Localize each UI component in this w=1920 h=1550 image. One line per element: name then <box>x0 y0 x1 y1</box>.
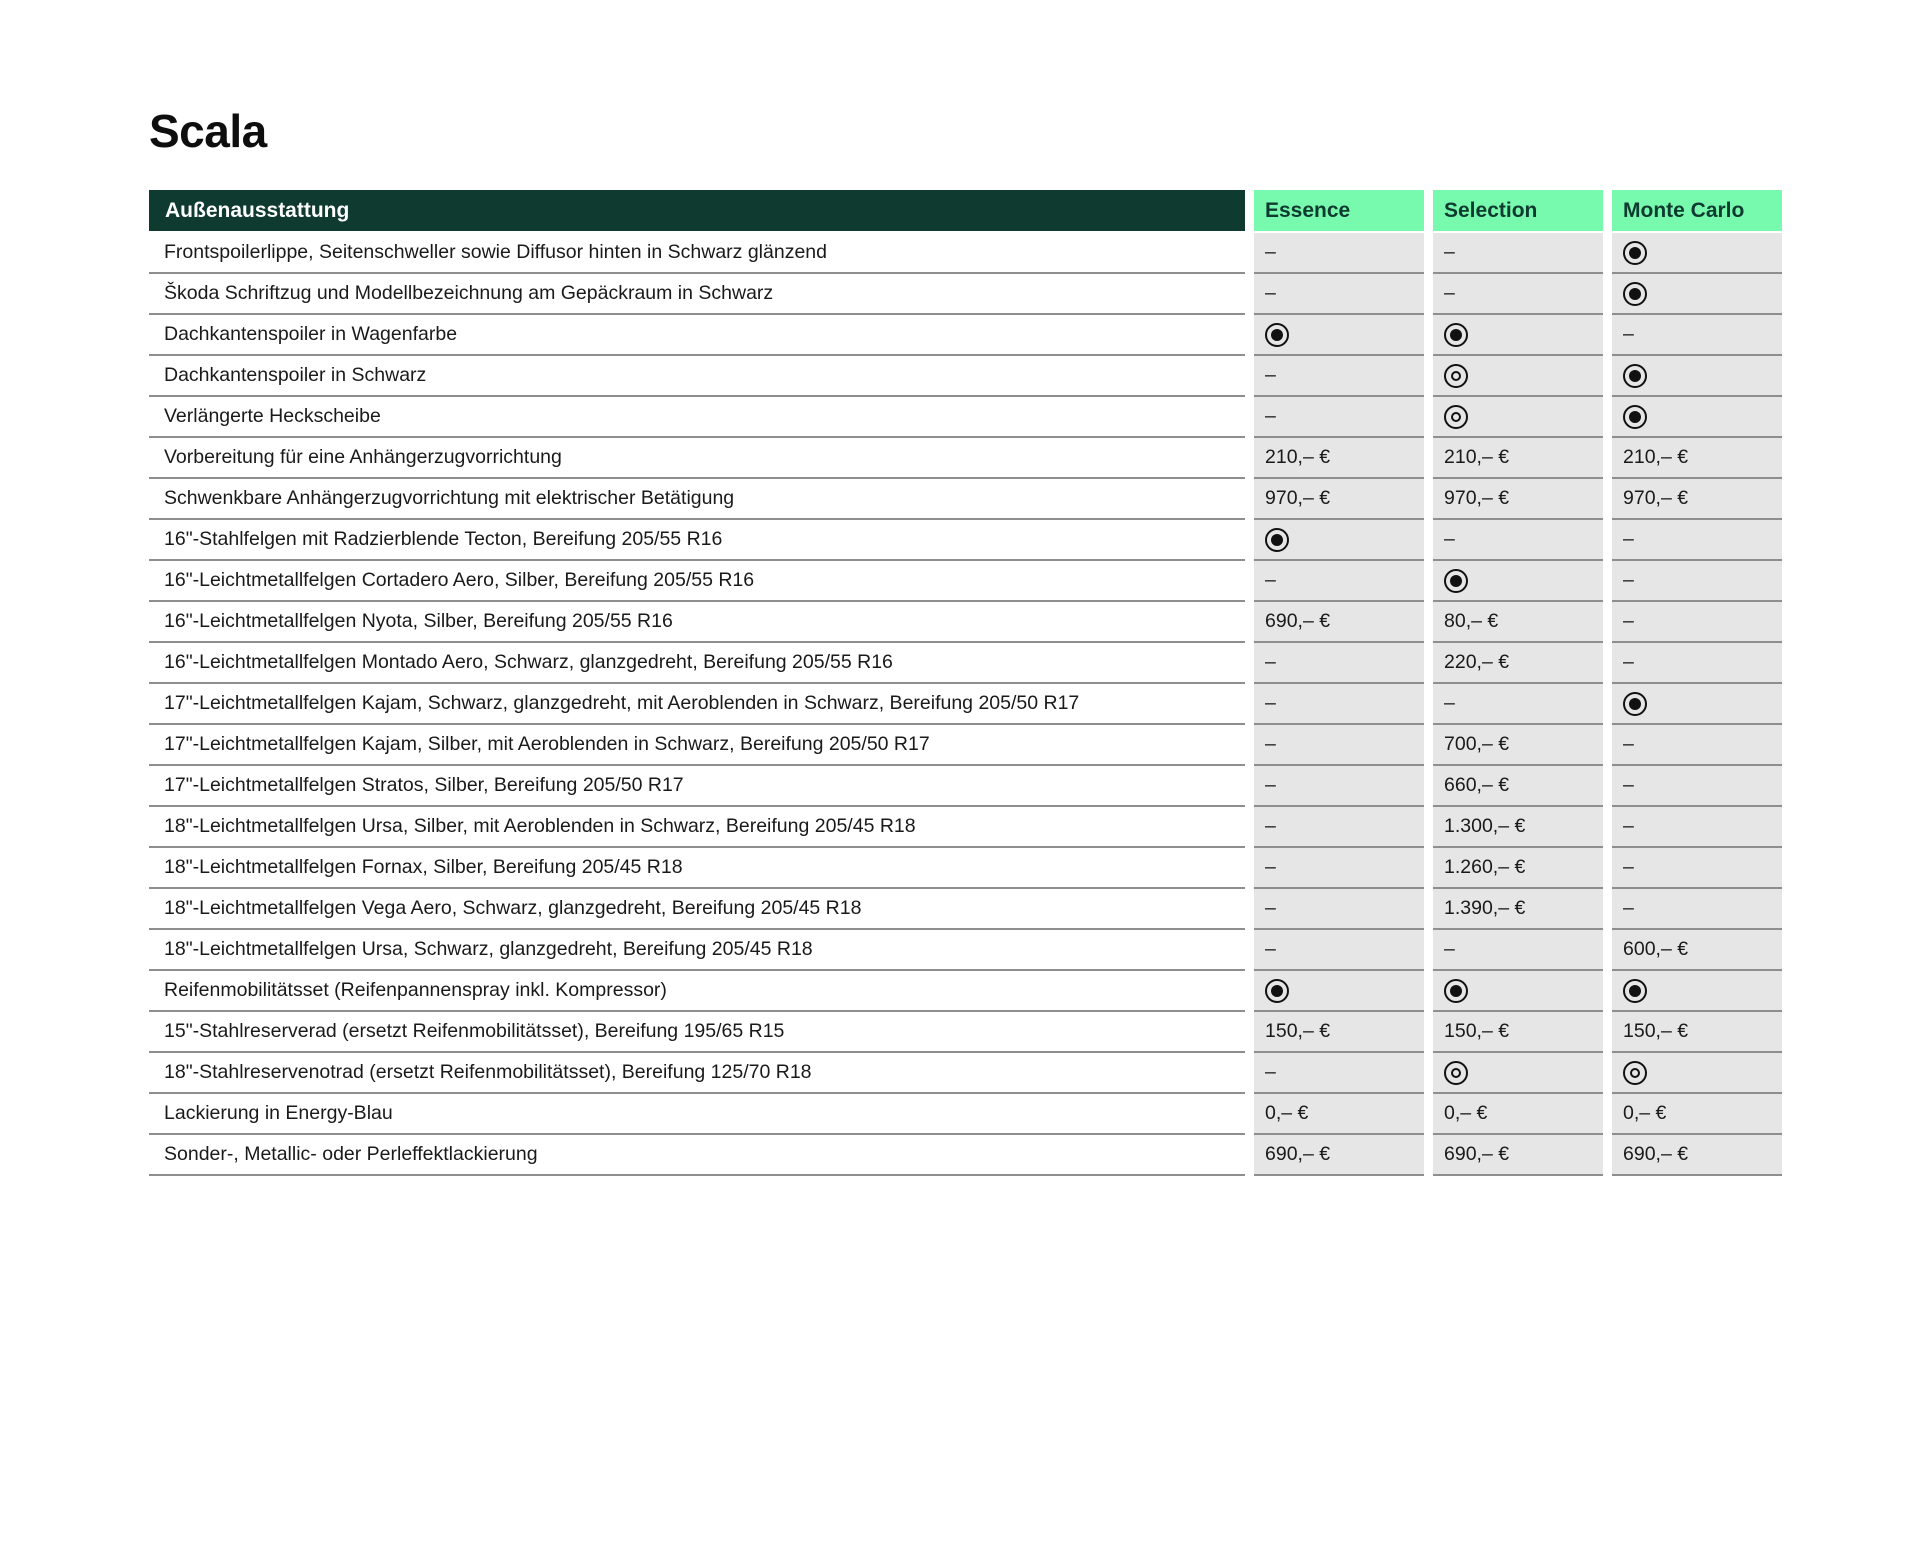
value-cell-monte-carlo <box>1612 1053 1782 1094</box>
value-text: 690,– € <box>1623 1143 1689 1165</box>
value-cell-essence <box>1254 438 1424 479</box>
feature-label: 18"-Leichtmetallfelgen Ursa, Silber, mit Aeroblenden in Schwarz, Bereifung 205/45 R18 <box>149 807 1245 848</box>
value-text: – <box>1444 692 1455 714</box>
value-cell-selection <box>1433 766 1603 807</box>
value-cell-essence <box>1254 356 1424 397</box>
table-row <box>149 438 1785 479</box>
table-row <box>149 1094 1785 1135</box>
value-cell-monte-carlo <box>1612 438 1782 479</box>
section-header: Außenausstattung <box>149 190 1245 231</box>
value-text: 690,– € <box>1265 1143 1331 1165</box>
value-text: 970,– € <box>1265 487 1331 509</box>
value-cell-monte-carlo <box>1612 684 1782 725</box>
value-text: 150,– € <box>1265 1020 1331 1042</box>
table-row <box>149 889 1785 930</box>
value-cell-monte-carlo <box>1612 848 1782 889</box>
page-title: Scala <box>149 105 267 157</box>
value-text: 700,– € <box>1444 733 1510 755</box>
value-text: – <box>1265 692 1276 714</box>
value-text: 690,– € <box>1444 1143 1510 1165</box>
value-text: 220,– € <box>1444 651 1510 673</box>
value-cell-essence <box>1254 766 1424 807</box>
value-text: – <box>1265 364 1276 386</box>
value-cell-selection <box>1433 848 1603 889</box>
table-row <box>149 1053 1785 1094</box>
value-text: 150,– € <box>1623 1020 1689 1042</box>
feature-label: Dachkantenspoiler in Schwarz <box>149 356 1245 397</box>
value-cell-selection <box>1433 602 1603 643</box>
value-text: – <box>1265 938 1276 960</box>
value-text: 690,– € <box>1265 610 1331 632</box>
feature-label: Frontspoilerlippe, Seitenschweller sowie Diffusor hinten in Schwarz glänzend <box>149 233 1245 274</box>
feature-label: 17"-Leichtmetallfelgen Stratos, Silber, Bereifung 205/50 R17 <box>149 766 1245 807</box>
equipment-table <box>149 190 1785 1176</box>
value-cell-essence <box>1254 602 1424 643</box>
value-text: 600,– € <box>1623 938 1689 960</box>
value-cell-selection <box>1433 397 1603 438</box>
value-text: 0,– € <box>1265 1102 1309 1124</box>
value-cell-monte-carlo <box>1612 233 1782 274</box>
feature-label: 18"-Leichtmetallfelgen Vega Aero, Schwarz, glanzgedreht, Bereifung 205/45 R18 <box>149 889 1245 930</box>
table-header-row <box>149 190 1785 231</box>
value-text: 970,– € <box>1623 487 1689 509</box>
table-body <box>149 233 1785 1176</box>
value-cell-selection <box>1433 889 1603 930</box>
feature-label: Reifenmobilitätsset (Reifenpannenspray inkl. Kompressor) <box>149 971 1245 1012</box>
table-row <box>149 315 1785 356</box>
value-cell-essence <box>1254 1135 1424 1176</box>
value-cell-monte-carlo <box>1612 889 1782 930</box>
table-row <box>149 520 1785 561</box>
table-row <box>149 479 1785 520</box>
standard-equipment-icon <box>1623 979 1647 1003</box>
table-row <box>149 602 1785 643</box>
feature-label: Škoda Schriftzug und Modellbezeichnung am Gepäckraum in Schwarz <box>149 274 1245 315</box>
feature-label: 17"-Leichtmetallfelgen Kajam, Schwarz, glanzgedreht, mit Aeroblenden in Schwarz, Bereifung 205/50 R17 <box>149 684 1245 725</box>
value-cell-essence <box>1254 274 1424 315</box>
feature-label: 18"-Leichtmetallfelgen Ursa, Schwarz, glanzgedreht, Bereifung 205/45 R18 <box>149 930 1245 971</box>
value-text: 970,– € <box>1444 487 1510 509</box>
value-cell-essence <box>1254 725 1424 766</box>
value-cell-monte-carlo <box>1612 1094 1782 1135</box>
value-cell-monte-carlo <box>1612 1135 1782 1176</box>
standard-equipment-icon <box>1444 569 1468 593</box>
feature-label: Verlängerte Heckscheibe <box>149 397 1245 438</box>
feature-label: 16"-Leichtmetallfelgen Montado Aero, Schwarz, glanzgedreht, Bereifung 205/55 R16 <box>149 643 1245 684</box>
feature-label: 16"-Leichtmetallfelgen Cortadero Aero, Silber, Bereifung 205/55 R16 <box>149 561 1245 602</box>
value-cell-essence <box>1254 684 1424 725</box>
feature-label: Dachkantenspoiler in Wagenfarbe <box>149 315 1245 356</box>
value-text: 150,– € <box>1444 1020 1510 1042</box>
value-cell-selection <box>1433 520 1603 561</box>
standard-equipment-icon <box>1623 692 1647 716</box>
value-text: – <box>1444 282 1455 304</box>
standard-equipment-icon <box>1623 405 1647 429</box>
value-text: – <box>1444 528 1455 550</box>
value-text: – <box>1623 528 1634 550</box>
standard-equipment-icon <box>1265 979 1289 1003</box>
value-text: – <box>1265 282 1276 304</box>
feature-label: Lackierung in Energy-Blau <box>149 1094 1245 1135</box>
table-row <box>149 930 1785 971</box>
table-row <box>149 848 1785 889</box>
standard-equipment-icon <box>1623 282 1647 306</box>
value-text: – <box>1623 774 1634 796</box>
table-row <box>149 274 1785 315</box>
value-text: 210,– € <box>1623 446 1689 468</box>
value-text: 660,– € <box>1444 774 1510 796</box>
value-cell-monte-carlo <box>1612 807 1782 848</box>
value-cell-monte-carlo <box>1612 930 1782 971</box>
value-cell-essence <box>1254 971 1424 1012</box>
table-row <box>149 684 1785 725</box>
value-cell-selection <box>1433 684 1603 725</box>
column-header-selection: Selection <box>1433 190 1603 231</box>
value-text: 210,– € <box>1265 446 1331 468</box>
value-text: – <box>1265 815 1276 837</box>
value-cell-selection <box>1433 1135 1603 1176</box>
value-cell-selection <box>1433 1094 1603 1135</box>
value-cell-essence <box>1254 479 1424 520</box>
value-text: – <box>1265 897 1276 919</box>
value-text: – <box>1265 733 1276 755</box>
value-text: – <box>1623 323 1634 345</box>
value-cell-monte-carlo <box>1612 725 1782 766</box>
optional-equipment-icon <box>1623 1061 1647 1085</box>
standard-equipment-icon <box>1623 364 1647 388</box>
value-cell-selection <box>1433 725 1603 766</box>
feature-label: 16"-Stahlfelgen mit Radzierblende Tecton, Bereifung 205/55 R16 <box>149 520 1245 561</box>
value-cell-selection <box>1433 930 1603 971</box>
column-header-essence: Essence <box>1254 190 1424 231</box>
value-cell-selection <box>1433 643 1603 684</box>
table-row <box>149 1012 1785 1053</box>
value-text: – <box>1265 241 1276 263</box>
value-cell-monte-carlo <box>1612 971 1782 1012</box>
value-cell-selection <box>1433 438 1603 479</box>
value-cell-monte-carlo <box>1612 315 1782 356</box>
value-cell-essence <box>1254 233 1424 274</box>
value-cell-monte-carlo <box>1612 479 1782 520</box>
value-cell-essence <box>1254 397 1424 438</box>
feature-label: 16"-Leichtmetallfelgen Nyota, Silber, Bereifung 205/55 R16 <box>149 602 1245 643</box>
value-cell-monte-carlo <box>1612 274 1782 315</box>
value-cell-essence <box>1254 561 1424 602</box>
value-text: – <box>1623 897 1634 919</box>
value-cell-selection <box>1433 356 1603 397</box>
value-text: – <box>1265 651 1276 673</box>
value-cell-essence <box>1254 1094 1424 1135</box>
standard-equipment-icon <box>1265 528 1289 552</box>
value-text: 0,– € <box>1623 1102 1667 1124</box>
value-cell-selection <box>1433 561 1603 602</box>
value-cell-essence <box>1254 930 1424 971</box>
value-text: – <box>1623 651 1634 673</box>
value-text: – <box>1265 856 1276 878</box>
value-text: – <box>1623 856 1634 878</box>
standard-equipment-icon <box>1623 241 1647 265</box>
value-cell-monte-carlo <box>1612 356 1782 397</box>
optional-equipment-icon <box>1444 1061 1468 1085</box>
value-text: 1.260,– € <box>1444 856 1526 878</box>
value-cell-selection <box>1433 807 1603 848</box>
value-cell-monte-carlo <box>1612 1012 1782 1053</box>
value-text: – <box>1265 774 1276 796</box>
value-cell-essence <box>1254 807 1424 848</box>
table-row <box>149 971 1785 1012</box>
value-cell-selection <box>1433 1012 1603 1053</box>
value-text: 210,– € <box>1444 446 1510 468</box>
table-row <box>149 561 1785 602</box>
table-row <box>149 1135 1785 1176</box>
value-cell-selection <box>1433 274 1603 315</box>
value-cell-selection <box>1433 971 1603 1012</box>
table-row <box>149 725 1785 766</box>
table-row <box>149 397 1785 438</box>
value-cell-essence <box>1254 889 1424 930</box>
column-header-monte-carlo: Monte Carlo <box>1612 190 1782 231</box>
table-row <box>149 356 1785 397</box>
value-text: – <box>1623 569 1634 591</box>
value-text: – <box>1444 938 1455 960</box>
value-cell-monte-carlo <box>1612 643 1782 684</box>
feature-label: 15"-Stahlreserverad (ersetzt Reifenmobilitätsset), Bereifung 195/65 R15 <box>149 1012 1245 1053</box>
feature-label: Sonder-, Metallic- oder Perleffektlackierung <box>149 1135 1245 1176</box>
value-cell-selection <box>1433 233 1603 274</box>
standard-equipment-icon <box>1444 323 1468 347</box>
feature-label: Schwenkbare Anhängerzugvorrichtung mit elektrischer Betätigung <box>149 479 1245 520</box>
value-text: 0,– € <box>1444 1102 1488 1124</box>
table-row <box>149 233 1785 274</box>
value-cell-selection <box>1433 479 1603 520</box>
value-text: 1.390,– € <box>1444 897 1526 919</box>
value-text: – <box>1623 610 1634 632</box>
feature-label: 18"-Leichtmetallfelgen Fornax, Silber, Bereifung 205/45 R18 <box>149 848 1245 889</box>
value-cell-monte-carlo <box>1612 602 1782 643</box>
value-text: – <box>1265 569 1276 591</box>
value-cell-selection <box>1433 315 1603 356</box>
standard-equipment-icon <box>1444 979 1468 1003</box>
value-cell-essence <box>1254 520 1424 561</box>
standard-equipment-icon <box>1265 323 1289 347</box>
value-cell-essence <box>1254 1053 1424 1094</box>
value-text: – <box>1444 241 1455 263</box>
value-text: 80,– € <box>1444 610 1499 632</box>
value-text: – <box>1623 815 1634 837</box>
value-text: – <box>1265 1061 1276 1083</box>
table-row <box>149 643 1785 684</box>
value-text: 1.300,– € <box>1444 815 1526 837</box>
value-cell-selection <box>1433 1053 1603 1094</box>
value-cell-essence <box>1254 315 1424 356</box>
value-cell-essence <box>1254 643 1424 684</box>
feature-label: Vorbereitung für eine Anhängerzugvorrichtung <box>149 438 1245 479</box>
value-cell-monte-carlo <box>1612 766 1782 807</box>
value-text: – <box>1623 733 1634 755</box>
value-text: – <box>1265 405 1276 427</box>
feature-label: 18"-Stahlreservenotrad (ersetzt Reifenmobilitätsset), Bereifung 125/70 R18 <box>149 1053 1245 1094</box>
value-cell-essence <box>1254 1012 1424 1053</box>
optional-equipment-icon <box>1444 405 1468 429</box>
table-row <box>149 766 1785 807</box>
value-cell-monte-carlo <box>1612 520 1782 561</box>
table-row <box>149 807 1785 848</box>
value-cell-monte-carlo <box>1612 397 1782 438</box>
value-cell-monte-carlo <box>1612 561 1782 602</box>
feature-label: 17"-Leichtmetallfelgen Kajam, Silber, mit Aeroblenden in Schwarz, Bereifung 205/50 R17 <box>149 725 1245 766</box>
value-cell-essence <box>1254 848 1424 889</box>
optional-equipment-icon <box>1444 364 1468 388</box>
